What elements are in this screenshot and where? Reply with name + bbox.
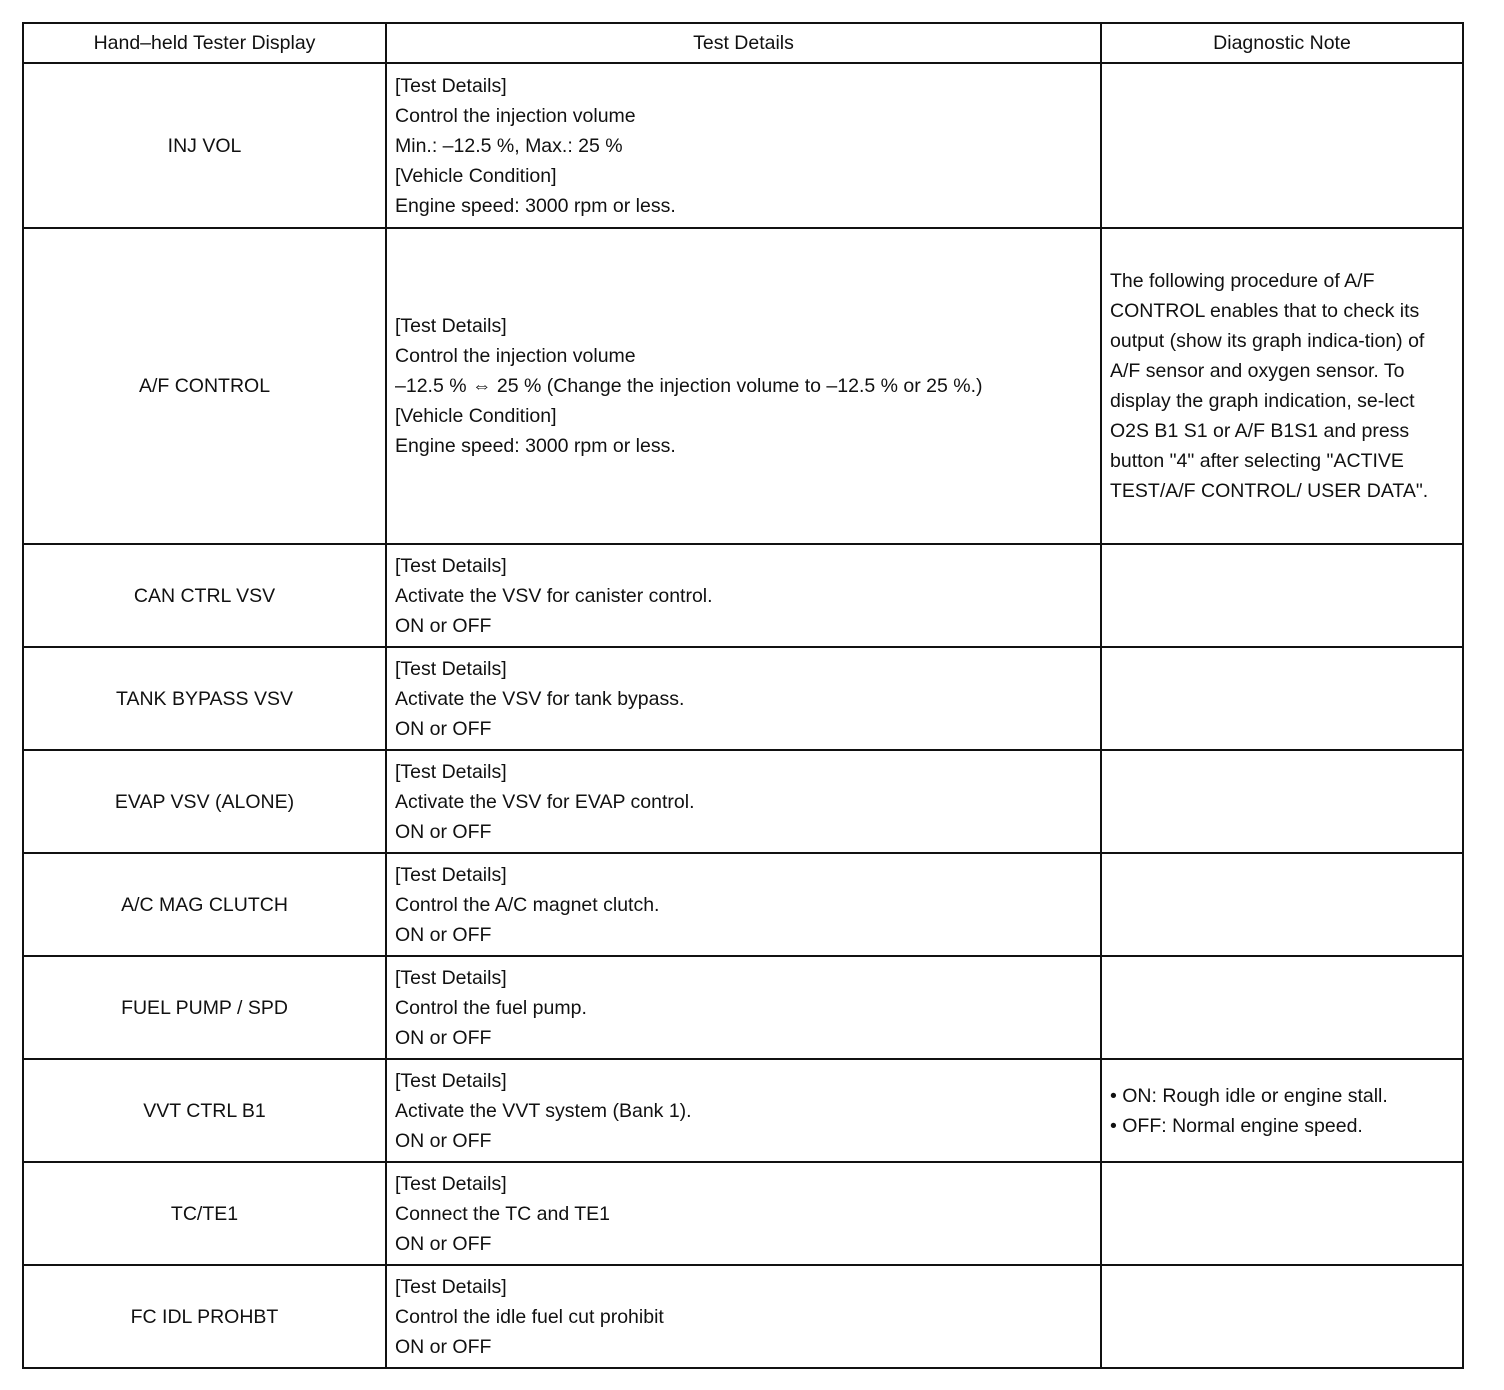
details-line: Control the injection volume <box>395 345 636 367</box>
details-line: –12.5 % ⇔ 25 % (Change the injection volume to –12.5 % or 25 %.) <box>395 375 983 397</box>
details-line: Activate the VSV for canister control. <box>395 584 713 607</box>
test-details-cell <box>386 647 1101 750</box>
tester-display-cell: A/C MAG CLUTCH <box>23 853 386 956</box>
details-line: [Test Details] <box>395 760 507 783</box>
details-line: ON or OFF <box>395 614 492 637</box>
details-line: [Test Details] <box>395 966 507 989</box>
details-line: ON or OFF <box>395 717 492 740</box>
tester-display-cell: INJ VOL <box>23 63 386 228</box>
table-row <box>23 647 1463 750</box>
table-row <box>23 956 1463 1059</box>
details-line: Control the injection volume <box>395 104 636 127</box>
details-line: [Test Details] <box>395 1172 507 1195</box>
details-line: [Vehicle Condition] <box>395 164 557 187</box>
details-line: [Test Details] <box>395 554 507 577</box>
tester-display-cell: FUEL PUMP / SPD <box>23 956 386 1059</box>
details-line: Activate the VSV for tank bypass. <box>395 687 685 710</box>
details-line: ON or OFF <box>395 820 492 843</box>
diagnostic-note-cell <box>1101 956 1463 1059</box>
details-line: Control the idle fuel cut prohibit <box>395 1305 664 1328</box>
document-page <box>22 22 1462 1369</box>
test-details-cell <box>386 1162 1101 1265</box>
header-tester-display: Hand–held Tester Display <box>23 23 386 63</box>
diagnostic-note-cell <box>1101 647 1463 750</box>
details-line: [Test Details] <box>395 863 507 886</box>
diagnostic-note-text: The following procedure of A/F CONTROL enables that to check its output (show its graph indica-tion) of A/F sensor and oxygen sensor. To display the graph indication, se-lect O2S B1 S1 or A/F B1S1 and press button "4" after selecting "ACTIVE TEST/A/F CONTROL/ USER DATA". <box>1110 270 1429 502</box>
details-line: Min.: –12.5 %, Max.: 25 % <box>395 134 623 157</box>
table-row <box>23 544 1463 647</box>
details-line: Activate the VSV for EVAP control. <box>395 790 695 813</box>
test-details-cell <box>386 1059 1101 1162</box>
tester-display-cell: TANK BYPASS VSV <box>23 647 386 750</box>
details-line: Connect the TC and TE1 <box>395 1202 610 1225</box>
diagnostic-note-cell <box>1101 1059 1463 1162</box>
tester-display-cell: EVAP VSV (ALONE) <box>23 750 386 853</box>
details-line: Control the A/C magnet clutch. <box>395 893 660 916</box>
diagnostic-note-cell <box>1101 1265 1463 1368</box>
diagnostic-note-cell <box>1101 544 1463 647</box>
details-line: [Test Details] <box>395 315 507 337</box>
tester-display-cell: A/F CONTROL <box>23 228 386 544</box>
header-diagnostic-note: Diagnostic Note <box>1101 23 1463 63</box>
diagnostic-note-cell <box>1101 63 1463 228</box>
test-details-cell <box>386 544 1101 647</box>
details-line: Engine speed: 3000 rpm or less. <box>395 435 676 457</box>
details-line: ON or OFF <box>395 1129 492 1152</box>
test-details-cell <box>386 63 1101 228</box>
table-row <box>23 228 1463 544</box>
table-header-row <box>23 23 1463 63</box>
table-row <box>23 750 1463 853</box>
tester-display-cell: TC/TE1 <box>23 1162 386 1265</box>
table-row <box>23 1162 1463 1265</box>
test-details-cell <box>386 750 1101 853</box>
table-row <box>23 63 1463 228</box>
details-line: Engine speed: 3000 rpm or less. <box>395 194 676 217</box>
tester-display-cell: VVT CTRL B1 <box>23 1059 386 1162</box>
details-line: [Test Details] <box>395 74 507 97</box>
test-details-cell <box>386 1265 1101 1368</box>
test-details-cell <box>386 956 1101 1059</box>
table-row <box>23 853 1463 956</box>
active-test-table <box>22 22 1464 1369</box>
details-line: [Test Details] <box>395 1275 507 1298</box>
note-bullet: • OFF: Normal engine speed. <box>1110 1114 1363 1137</box>
details-line: [Test Details] <box>395 657 507 680</box>
header-test-details: Test Details <box>386 23 1101 63</box>
table-row <box>23 1059 1463 1162</box>
details-line: Control the fuel pump. <box>395 996 587 1019</box>
test-details-cell <box>386 853 1101 956</box>
details-line: ON or OFF <box>395 1232 492 1255</box>
details-line: [Vehicle Condition] <box>395 405 557 427</box>
note-bullet: • ON: Rough idle or engine stall. <box>1110 1084 1388 1107</box>
diagnostic-note-cell <box>1101 750 1463 853</box>
details-line: ON or OFF <box>395 1335 492 1358</box>
table-row <box>23 1265 1463 1368</box>
details-line: ON or OFF <box>395 1026 492 1049</box>
tester-display-cell: FC IDL PROHBT <box>23 1265 386 1368</box>
details-line: [Test Details] <box>395 1069 507 1092</box>
diagnostic-note-cell <box>1101 1162 1463 1265</box>
diagnostic-note-cell <box>1101 228 1463 544</box>
test-details-cell <box>386 228 1101 544</box>
details-line: ON or OFF <box>395 923 492 946</box>
diagnostic-note-cell <box>1101 853 1463 956</box>
tester-display-cell: CAN CTRL VSV <box>23 544 386 647</box>
details-line: Activate the VVT system (Bank 1). <box>395 1099 692 1122</box>
